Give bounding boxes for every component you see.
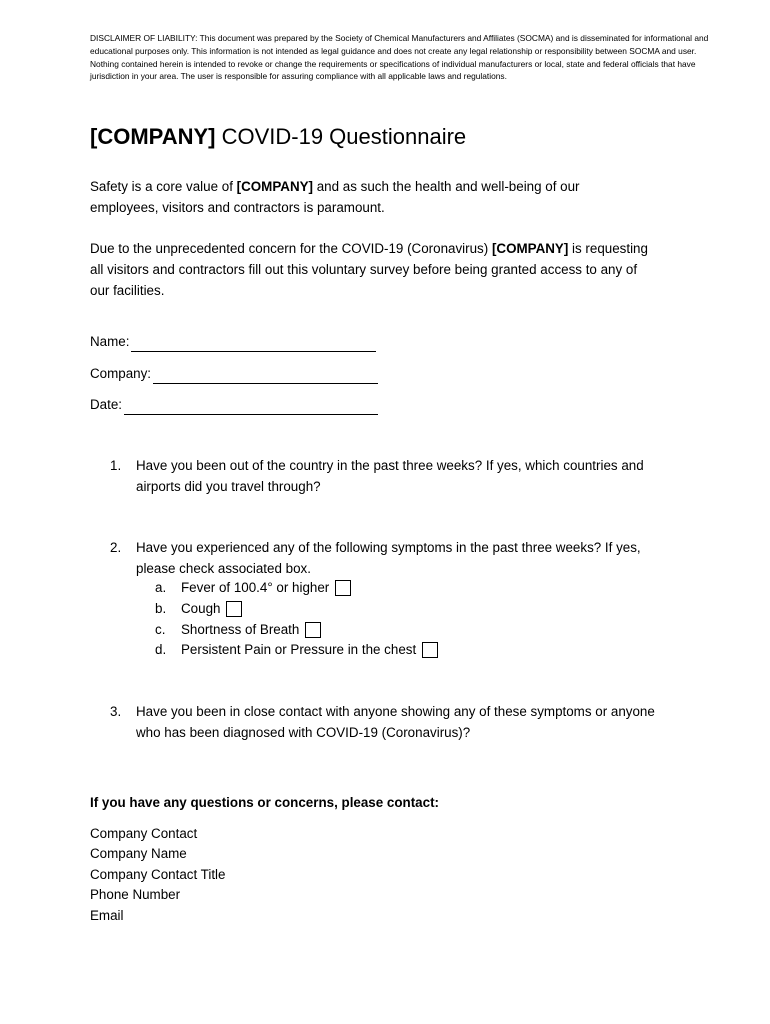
symptom-fever	[155, 578, 351, 598]
question-text: Have you experienced any of the following symptoms in the past three weeks? If yes, please check associated box.	[136, 540, 641, 576]
symptom-label: Persistent Pain or Pressure in the chest	[181, 642, 417, 657]
name-field[interactable]	[90, 332, 376, 352]
page-title	[90, 122, 466, 152]
contact-line: Company Contact Title	[90, 866, 226, 882]
symptom-breath-checkbox[interactable]	[305, 622, 321, 638]
symptom-label: Shortness of Breath	[181, 622, 300, 637]
intro2-after: is requesting all visitors and contractors fill out this voluntary survey before being granted access to any of our facilities.	[90, 241, 648, 298]
intro1-before: Safety is a core value of	[90, 179, 237, 194]
company-label: Company:	[90, 366, 152, 381]
symptom-fever-checkbox[interactable]	[335, 580, 351, 596]
name-input-line[interactable]	[131, 337, 376, 352]
company-field[interactable]	[90, 364, 378, 384]
date-label: Date:	[90, 397, 123, 412]
question-3	[110, 701, 670, 743]
question-text: Have you been out of the country in the past three weeks? If yes, which countries and airports did you travel through?	[136, 458, 644, 494]
intro2-company: [COMPANY]	[491, 241, 569, 256]
symptom-letter: b.	[155, 601, 167, 616]
symptom-letter: d.	[155, 642, 167, 657]
date-field[interactable]	[90, 395, 378, 415]
symptom-label: Fever of 100.4° or higher	[181, 580, 330, 595]
contact-line: Company Name	[90, 846, 187, 862]
symptom-cough	[155, 599, 242, 619]
intro1-after: and as such the health and well-being of our employees, visitors and contractors is paramount.	[90, 179, 580, 215]
title-text: COVID-19 Questionnaire	[215, 124, 467, 149]
contact-list	[90, 824, 225, 926]
question-text: Have you been in close contact with anyone showing any of these symptoms or anyone who has been diagnosed with COVID-19 (Coronavirus)?	[136, 704, 655, 740]
company-input-line[interactable]	[153, 369, 378, 384]
question-number: 2.	[110, 540, 122, 555]
question-number: 1.	[110, 458, 122, 473]
question-1	[110, 455, 670, 497]
symptom-letter: c.	[155, 622, 166, 637]
symptom-chest-checkbox[interactable]	[422, 642, 438, 658]
contact-line: Company Contact	[90, 826, 198, 841]
date-input-line[interactable]	[124, 400, 378, 415]
question-2	[110, 537, 670, 579]
intro-paragraph-1	[90, 176, 650, 218]
symptom-label: Cough	[181, 601, 221, 616]
contact-line: Phone Number	[90, 887, 181, 903]
symptom-chest-pain	[155, 640, 438, 660]
contact-line: Email	[90, 907, 124, 923]
intro2-before: Due to the unprecedented concern for the COVID-19 (Coronavirus)	[90, 241, 492, 256]
name-label: Name:	[90, 334, 130, 349]
title-company-placeholder: [COMPANY]	[90, 124, 216, 149]
intro-paragraph-2	[90, 238, 650, 301]
question-number: 3.	[110, 704, 122, 719]
symptom-letter: a.	[155, 580, 167, 595]
disclaimer-text: DISCLAIMER OF LIABILITY: This document was prepared by the Society of Chemical Manufacturers and Affiliates (SOCMA) and is disseminated for informational and educational purposes only. This information is not intended as legal guidance and does not create any legal relationship or responsibility between SOCMA and user. Nothing contained herein is intended to revoke or change the requirements or specifications of individual manufacturers or local, state and federal officials that have jurisdiction in your area. The user is responsible for assuring compliance with all applicable laws and regulations.	[90, 33, 709, 82]
contact-heading: If you have any questions or concerns, please contact:	[90, 795, 440, 810]
intro1-company: [COMPANY]	[236, 179, 314, 194]
symptom-cough-checkbox[interactable]	[226, 601, 242, 617]
symptom-shortness-of-breath	[155, 620, 321, 640]
